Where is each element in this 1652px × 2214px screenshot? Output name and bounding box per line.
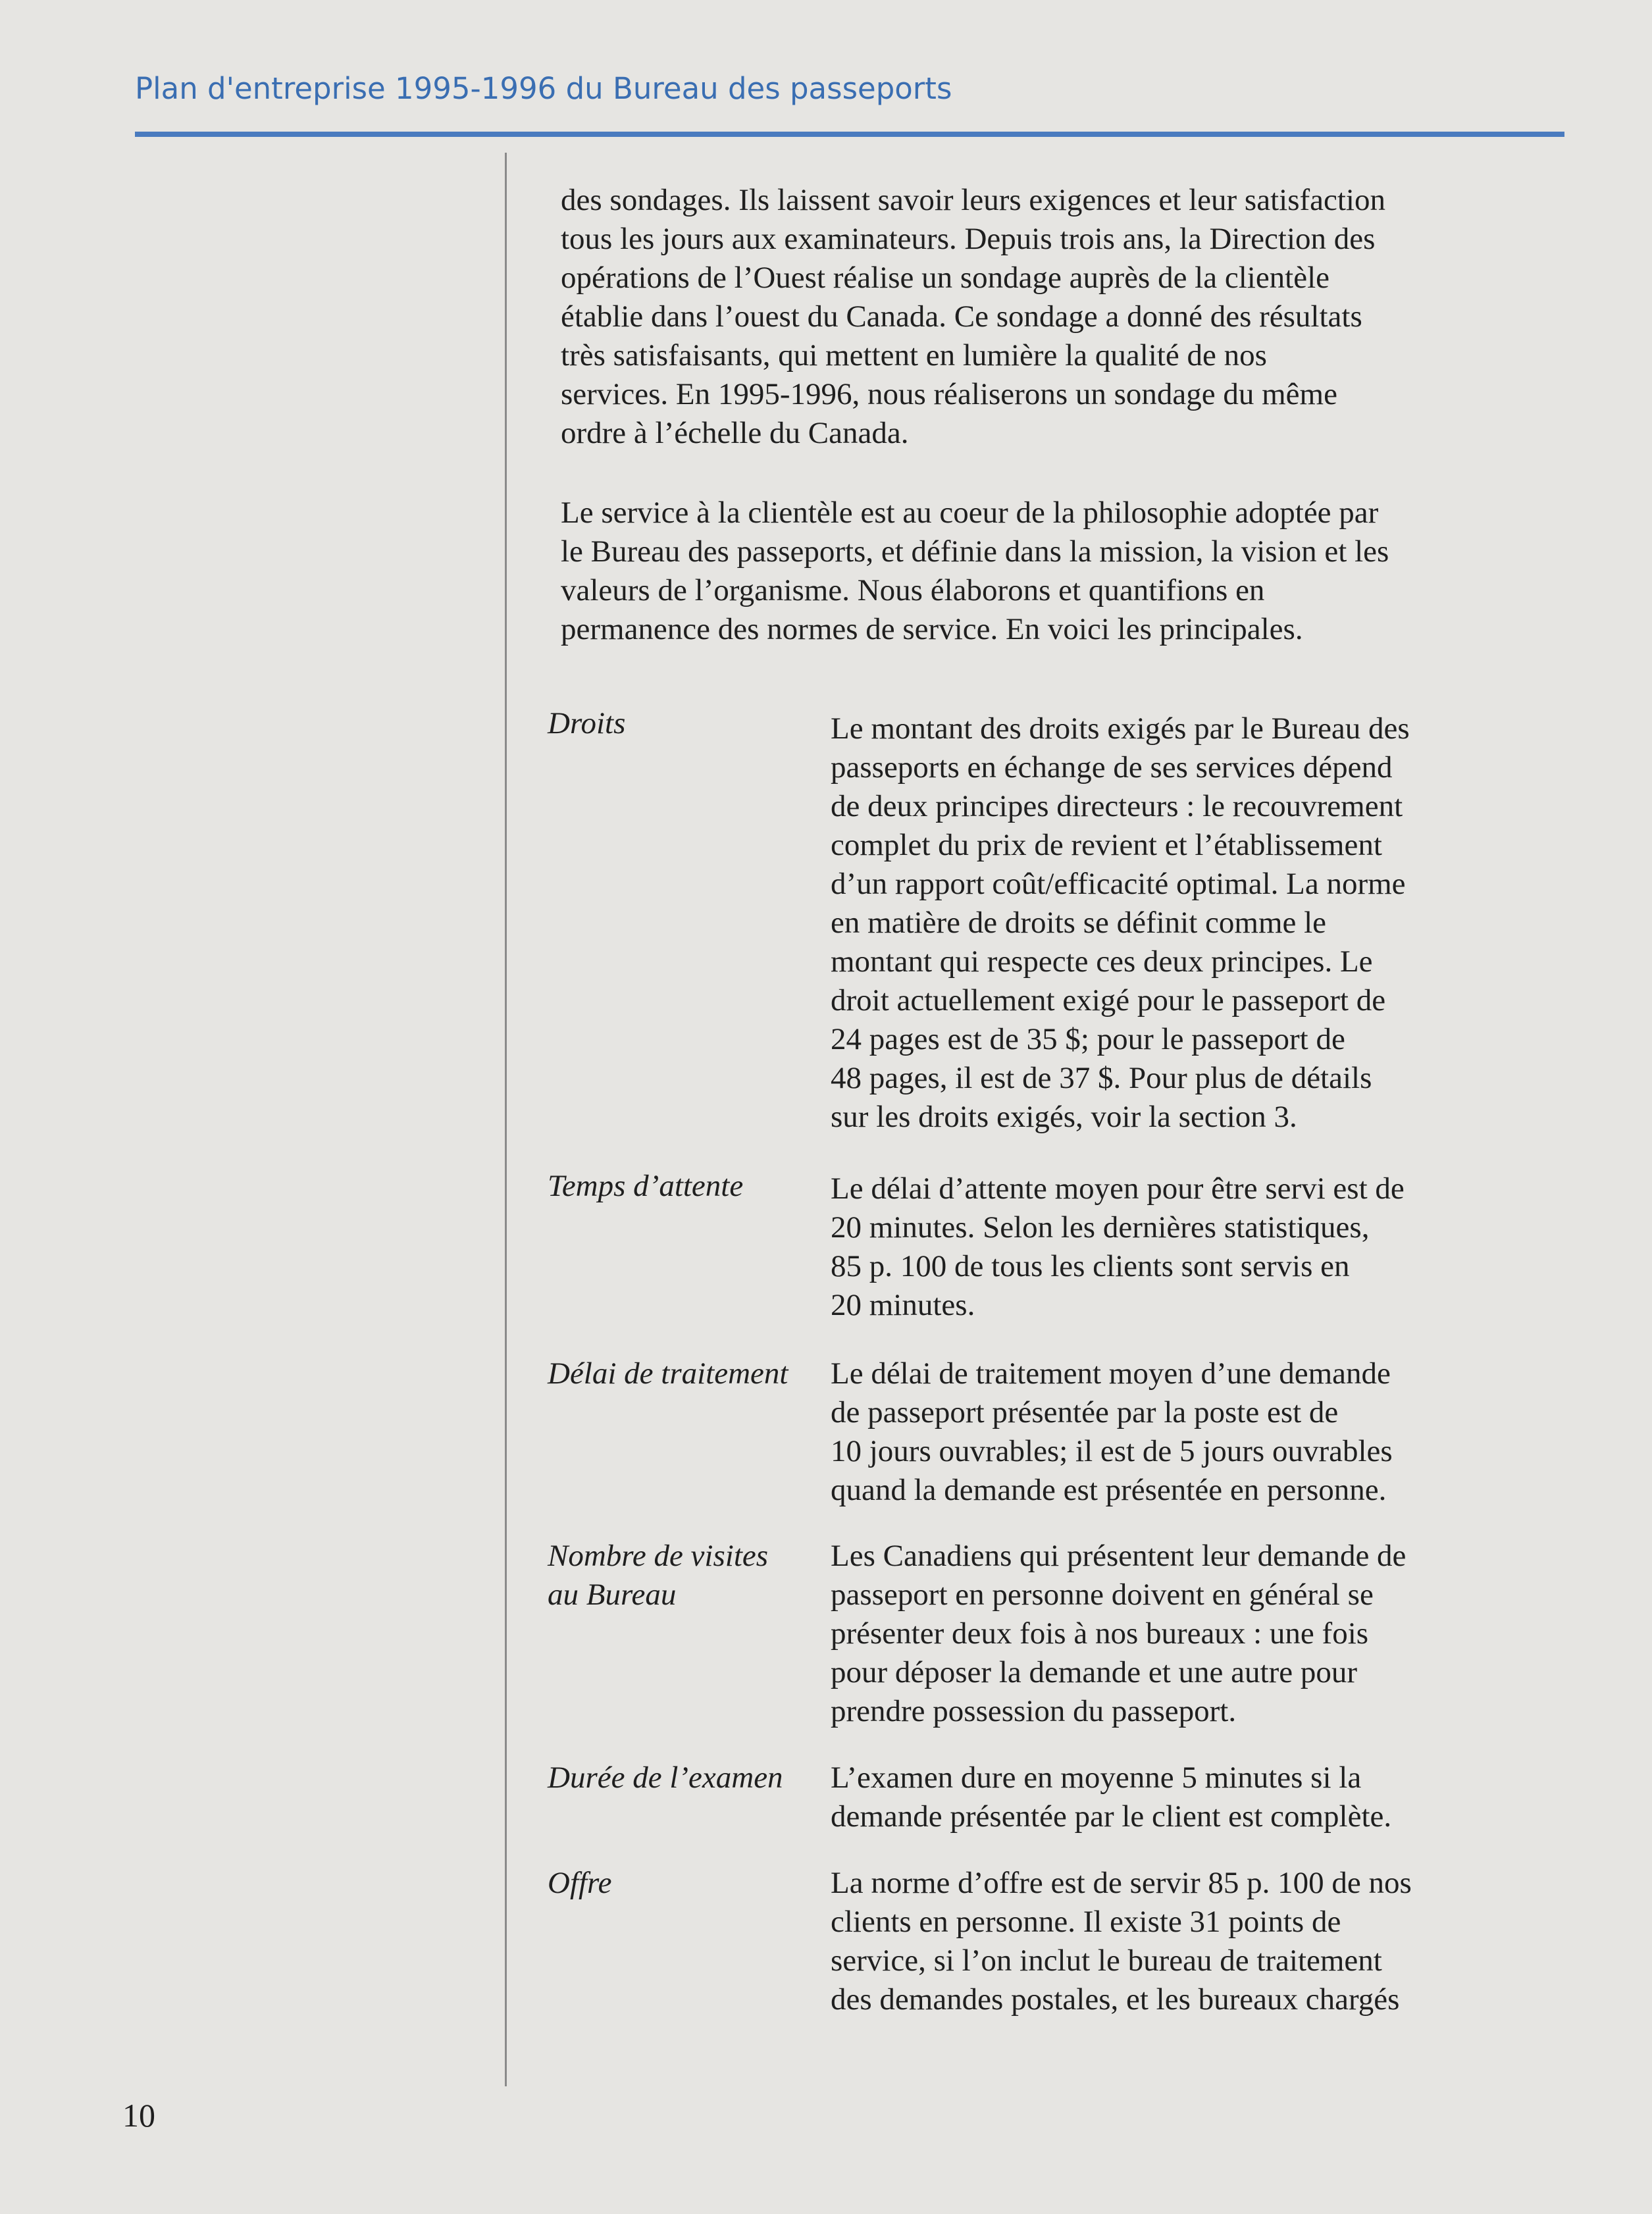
body-paragraph-2 [561,494,1522,649]
paragraph-line: valeurs de l’organisme. Nous élaborons et quantifions en [561,573,1265,607]
definition-line: service, si l’on inclut le bureau de traitement [831,1944,1382,1978]
paragraph-line: des sondages. Ils laissent savoir leurs exigences et leur satisfaction [561,183,1385,217]
definition-line: passeport en personne doivent en général se [831,1578,1374,1612]
definition-line: L’examen dure en moyenne 5 minutes si la [831,1761,1362,1795]
paragraph-line: permanence des normes de service. En voici les principales. [561,612,1303,646]
definition-line: complet du prix de revient et l’établissement [831,828,1382,862]
page-number: 10 [122,2097,155,2134]
margin-rule [505,153,507,2086]
definition-line: montant qui respecte ces deux principes. Le [831,944,1373,979]
standard-definition-duree-examen [831,1759,1528,1836]
definition-line: en matière de droits se définit comme le [831,906,1327,940]
paragraph-line: services. En 1995-1996, nous réaliserons un sondage du même [561,377,1337,411]
paragraph-line: ordre à l’échelle du Canada. [561,416,909,450]
term-line: au Bureau [548,1578,677,1612]
standard-definition-delai-traitement [831,1354,1528,1510]
running-header-title: Plan d'entreprise 1995-1996 du Bureau des passeports [135,71,952,106]
standard-definition-temps-attente [831,1170,1528,1325]
standard-term-droits [548,704,831,743]
definition-line: de passeport présentée par la poste est de [831,1395,1339,1429]
definition-line: 85 p. 100 de tous les clients sont servis en [831,1249,1350,1283]
definition-line: 20 minutes. Selon les dernières statistiques, [831,1210,1370,1245]
paragraph-line: très satisfaisants, qui mettent en lumière la qualité de nos [561,338,1267,373]
definition-line: prendre possession du passeport. [831,1694,1237,1728]
definition-line: 48 pages, il est de 37 $. Pour plus de détails [831,1061,1372,1095]
definition-line: passeports en échange de ses services dépend [831,750,1393,785]
definition-line: Le délai de traitement moyen d’une demande [831,1356,1391,1391]
definition-line: Les Canadiens qui présentent leur demande de [831,1539,1407,1573]
body-paragraph-1 [561,181,1522,453]
definition-line: des demandes postales, et les bureaux chargés [831,1982,1400,2017]
term-line: Droits [548,706,626,740]
definition-line: pour déposer la demande et une autre pour [831,1655,1357,1689]
definition-line: 20 minutes. [831,1288,975,1322]
term-line: Temps d’attente [548,1169,744,1203]
standard-definition-offre [831,1864,1528,2019]
standard-term-delai-traitement [548,1354,831,1393]
term-line: Nombre de visites [548,1539,769,1573]
term-line: Durée de l’examen [548,1761,783,1795]
definition-line: Le montant des droits exigés par le Bureau des [831,711,1410,746]
header-rule [135,132,1564,137]
standard-term-nombre-visites [548,1537,831,1614]
paragraph-line: établie dans l’ouest du Canada. Ce sondage a donné des résultats [561,299,1362,334]
standard-definition-nombre-visites [831,1537,1528,1731]
paragraph-line: Le service à la clientèle est au coeur de la philosophie adoptée par [561,496,1379,530]
standard-term-duree-examen [548,1759,831,1797]
paragraph-line: tous les jours aux examinateurs. Depuis trois ans, la Direction des [561,222,1376,256]
definition-line: demande présentée par le client est complète. [831,1799,1392,1834]
definition-line: La norme d’offre est de servir 85 p. 100 de nos [831,1866,1412,1900]
definition-line: présenter deux fois à nos bureaux : une fois [831,1616,1369,1651]
definition-line: de deux principes directeurs : le recouvrement [831,789,1403,823]
term-line: Offre [548,1866,612,1900]
definition-line: clients en personne. Il existe 31 points de [831,1905,1341,1939]
definition-line: droit actuellement exigé pour le passeport de [831,983,1386,1017]
definition-line: 10 jours ouvrables; il est de 5 jours ouvrables [831,1434,1393,1468]
term-line: Délai de traitement [548,1356,788,1391]
definition-line: quand la demande est présentée en personne. [831,1473,1387,1507]
standard-definition-droits [831,709,1528,1137]
paragraph-line: opérations de l’Ouest réalise un sondage auprès de la clientèle [561,261,1330,295]
definition-line: d’un rapport coût/efficacité optimal. La norme [831,867,1406,901]
definition-line: Le délai d’attente moyen pour être servi est de [831,1171,1405,1206]
standard-term-offre [548,1864,831,1903]
standard-term-temps-attente [548,1167,831,1206]
definition-line: 24 pages est de 35 $; pour le passeport de [831,1022,1345,1056]
definition-line: sur les droits exigés, voir la section 3. [831,1100,1297,1134]
paragraph-line: le Bureau des passeports, et définie dans la mission, la vision et les [561,534,1389,569]
